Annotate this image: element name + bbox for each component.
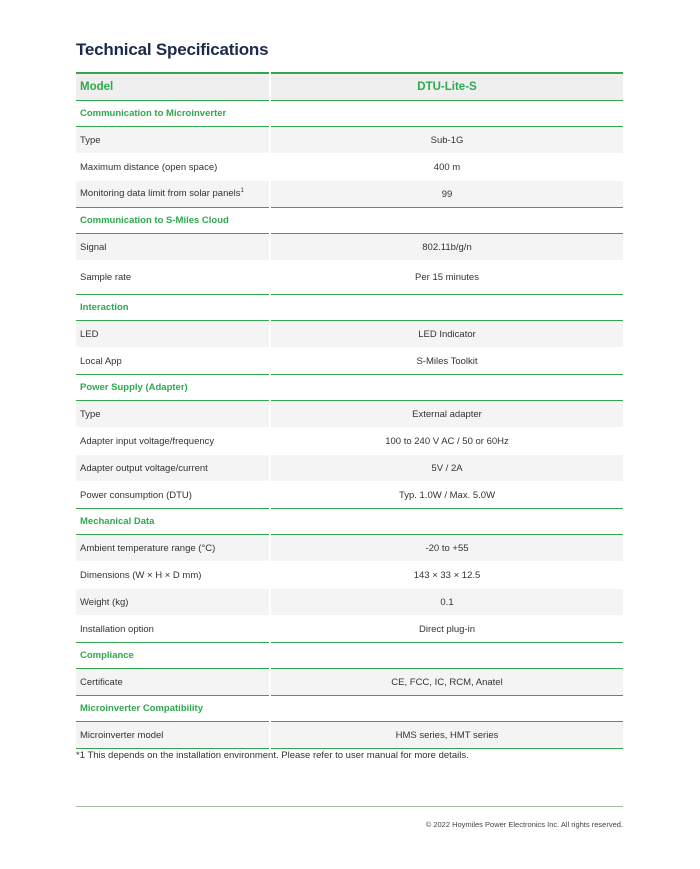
- spec-table: [76, 72, 623, 749]
- spec-row: [76, 428, 623, 455]
- spec-row: [76, 482, 623, 509]
- spec-label-text: Dimensions (W × H × D mm): [80, 569, 202, 581]
- spec-row: [76, 154, 623, 181]
- spec-label: [76, 722, 270, 749]
- section-row: [76, 208, 623, 234]
- spec-label: [76, 348, 270, 375]
- section-row: [76, 375, 623, 401]
- spec-row: [76, 321, 623, 348]
- spec-value: 0.1: [270, 589, 623, 616]
- spec-label-text: Monitoring data limit from solar panels: [80, 188, 241, 200]
- spec-value: 5V / 2A: [270, 455, 623, 482]
- spec-row: [76, 455, 623, 482]
- spec-value: HMS series, HMT series: [270, 722, 623, 749]
- spec-value: 99: [270, 181, 623, 208]
- spec-value: 100 to 240 V AC / 50 or 60Hz: [270, 428, 623, 455]
- copyright: © 2022 Hoymiles Power Electronics Inc. All rights reserved.: [425, 820, 623, 829]
- spec-row: [76, 401, 623, 428]
- spec-row: [76, 535, 623, 562]
- spec-label: [76, 234, 270, 261]
- spec-label: [76, 321, 270, 348]
- spec-label-text: Adapter output voltage/current: [80, 462, 208, 474]
- spec-row: [76, 589, 623, 616]
- section-row: [76, 643, 623, 669]
- spec-label-text: Signal: [80, 241, 107, 253]
- spec-label: [76, 401, 270, 428]
- spec-label: [76, 261, 270, 295]
- spec-label: [76, 181, 270, 208]
- spec-label-text: Type: [80, 408, 101, 420]
- spec-label: [76, 535, 270, 562]
- table-header-row: [76, 73, 623, 101]
- spec-value: CE, FCC, IC, RCM, Anatel: [270, 669, 623, 696]
- spec-label-text: Sample rate: [80, 272, 132, 283]
- section-title: Compliance: [76, 643, 623, 669]
- spec-value: 802.11b/g/n: [270, 234, 623, 261]
- spec-label-text: Certificate: [80, 676, 123, 688]
- spec-label-text: Installation option: [80, 623, 154, 635]
- spec-label: [76, 562, 270, 589]
- spec-label-text: Adapter input voltage/frequency: [80, 435, 215, 447]
- spec-value: 143 × 33 × 12.5: [270, 562, 623, 589]
- spec-value: Direct plug-in: [270, 616, 623, 643]
- spec-label-text: Local App: [80, 355, 122, 367]
- spec-value: Typ. 1.0W / Max. 5.0W: [270, 482, 623, 509]
- spec-row: [76, 616, 623, 643]
- section-title: Communication to S-Miles Cloud: [76, 208, 623, 234]
- section-title: Interaction: [76, 295, 623, 321]
- spec-value: Per 15 minutes: [270, 261, 623, 295]
- spec-row: [76, 234, 623, 261]
- section-title: Mechanical Data: [76, 509, 623, 535]
- spec-label: [76, 455, 270, 482]
- page-title: Technical Specifications: [76, 40, 269, 59]
- spec-value: -20 to +55: [270, 535, 623, 562]
- footnote-marker: 1: [240, 188, 244, 195]
- spec-label: [76, 127, 270, 154]
- spec-row: [76, 348, 623, 375]
- spec-row: [76, 127, 623, 154]
- spec-value: S-Miles Toolkit: [270, 348, 623, 375]
- spec-row: [76, 722, 623, 749]
- section-row: [76, 101, 623, 127]
- model-name-header: DTU-Lite-S: [270, 73, 623, 101]
- spec-label: [76, 154, 270, 181]
- spec-label: [76, 616, 270, 643]
- spec-table-body: [76, 101, 623, 749]
- spec-label-text: Power consumption (DTU): [80, 489, 192, 501]
- spec-label: [76, 482, 270, 509]
- section-row: [76, 509, 623, 535]
- footer-divider: [76, 806, 623, 807]
- section-title: Microinverter Compatibility: [76, 696, 623, 722]
- spec-value: External adapter: [270, 401, 623, 428]
- spec-label-text: LED: [80, 328, 99, 340]
- spec-row: [76, 181, 623, 208]
- spec-row: [76, 669, 623, 696]
- footnote: *1 This depends on the installation environment. Please refer to user manual for more details.: [76, 750, 469, 761]
- spec-label: [76, 428, 270, 455]
- spec-value: Sub-1G: [270, 127, 623, 154]
- spec-label-text: Microinverter model: [80, 729, 164, 741]
- section-row: [76, 295, 623, 321]
- spec-label-text: Ambient temperature range (°C): [80, 542, 216, 554]
- spec-label-text: Type: [80, 134, 101, 146]
- spec-label: [76, 669, 270, 696]
- model-header: Model: [76, 73, 270, 101]
- spec-label: [76, 589, 270, 616]
- spec-value: 400 m: [270, 154, 623, 181]
- spec-label-text: Weight (kg): [80, 596, 129, 608]
- section-title: Power Supply (Adapter): [76, 375, 623, 401]
- spec-value: LED Indicator: [270, 321, 623, 348]
- section-title: Communication to Microinverter: [76, 101, 623, 127]
- spec-row: [76, 261, 623, 295]
- spec-row: [76, 562, 623, 589]
- section-row: [76, 696, 623, 722]
- spec-label-text: Maximum distance (open space): [80, 161, 218, 173]
